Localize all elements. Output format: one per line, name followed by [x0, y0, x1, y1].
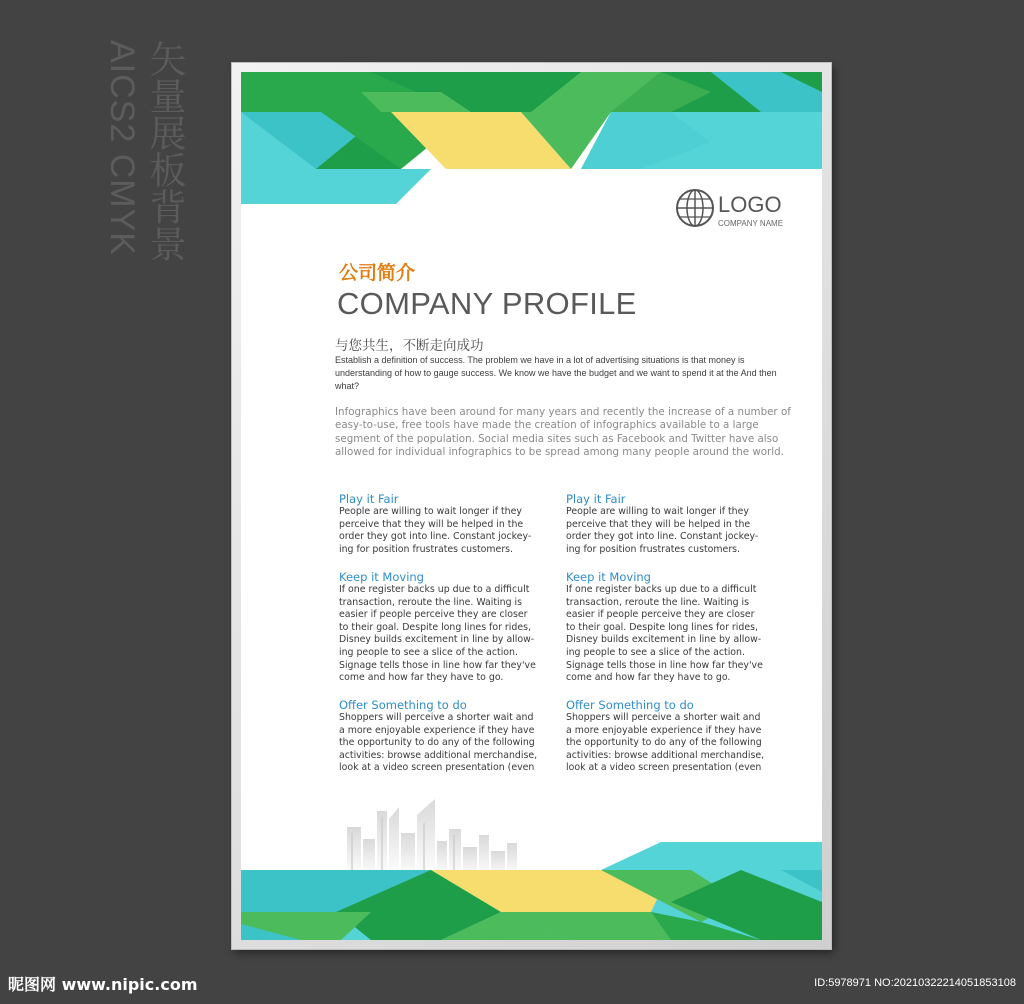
section-offer-something	[339, 698, 559, 775]
section-title: Offer Something to do	[566, 698, 694, 712]
section-body: Shoppers will perceive a shorter wait and a more enjoyable experience if they have the opportunity to do any of the following activities: browse additional merchandise, look at a video screen presentation (even	[339, 712, 538, 774]
section-body: People are willing to wait longer if they perceive that they will be helped in the order they got into line. Constant jockey- ing for position frustrates customers.	[339, 506, 532, 555]
poster	[241, 72, 822, 940]
side-title-cn: 矢量展板背景	[143, 40, 186, 262]
section-play-it-fair	[566, 492, 786, 556]
section-title: Play it Fair	[566, 492, 626, 506]
section-body: If one register backs up due to a difficult transaction, reroute the line. Waiting is easier if people perceive they are closer to their goal. Despite long lines for rides, Disney builds excitement in line by allow- ing people to see a slice of the action. Signage tells those in line how far they've come and how far they have to go.	[339, 584, 536, 684]
logo-text: LOGO	[718, 192, 782, 217]
side-title-en: AICS2 CMYK	[103, 40, 141, 256]
section-keep-it-moving	[339, 570, 559, 685]
body-paragraph: Infographics have been around for many years and recently the increase of a number of easy-to-use, free tools have made the creation of infographics available to a large segment of the population. Social media sites such as Facebook and Twitter have also allowed for individual infographics to be spread among many people around the world.	[335, 406, 791, 459]
bottom-geometric-banner	[241, 842, 822, 940]
site-watermark: 昵图网 www.nipic.com	[8, 975, 198, 994]
poster-frame	[232, 63, 831, 949]
image-id-label: ID:5978971 NO:20210322214051853108	[814, 977, 1016, 989]
section-play-it-fair	[339, 492, 559, 556]
intro-text: Establish a definition of success. The problem we have in a lot of advertising situations is that money is understanding of how to gauge success. We know we have the budget and we want to spend it at the And then what?	[335, 355, 777, 391]
slogan: 与您共生，不断走向成功	[335, 338, 484, 354]
chinese-heading: 公司简介	[339, 262, 416, 284]
watermark-side-title	[52, 40, 186, 280]
section-keep-it-moving	[566, 570, 786, 685]
section-offer-something	[566, 698, 786, 775]
section-title: Keep it Moving	[339, 570, 424, 584]
section-title: Keep it Moving	[566, 570, 651, 584]
section-title: Offer Something to do	[339, 698, 467, 712]
section-body: If one register backs up due to a difficult transaction, reroute the line. Waiting is easier if people perceive they are closer to their goal. Despite long lines for rides, Disney builds excitement in line by allow- ing people to see a slice of the action. Signage tells those in line how far they've come and how far they have to go.	[566, 584, 763, 684]
section-body: Shoppers will perceive a shorter wait and a more enjoyable experience if they have the opportunity to do any of the following activities: browse additional merchandise, look at a video screen presentation (even	[566, 712, 765, 774]
section-title: Play it Fair	[339, 492, 399, 506]
logo-company-name: COMPANY NAME	[718, 219, 784, 228]
globe-icon	[675, 188, 715, 228]
company-logo	[675, 188, 815, 234]
section-body: People are willing to wait longer if they perceive that they will be helped in the order they got into line. Constant jockey- ing for position frustrates customers.	[566, 506, 759, 555]
page-title: COMPANY PROFILE	[337, 286, 637, 321]
